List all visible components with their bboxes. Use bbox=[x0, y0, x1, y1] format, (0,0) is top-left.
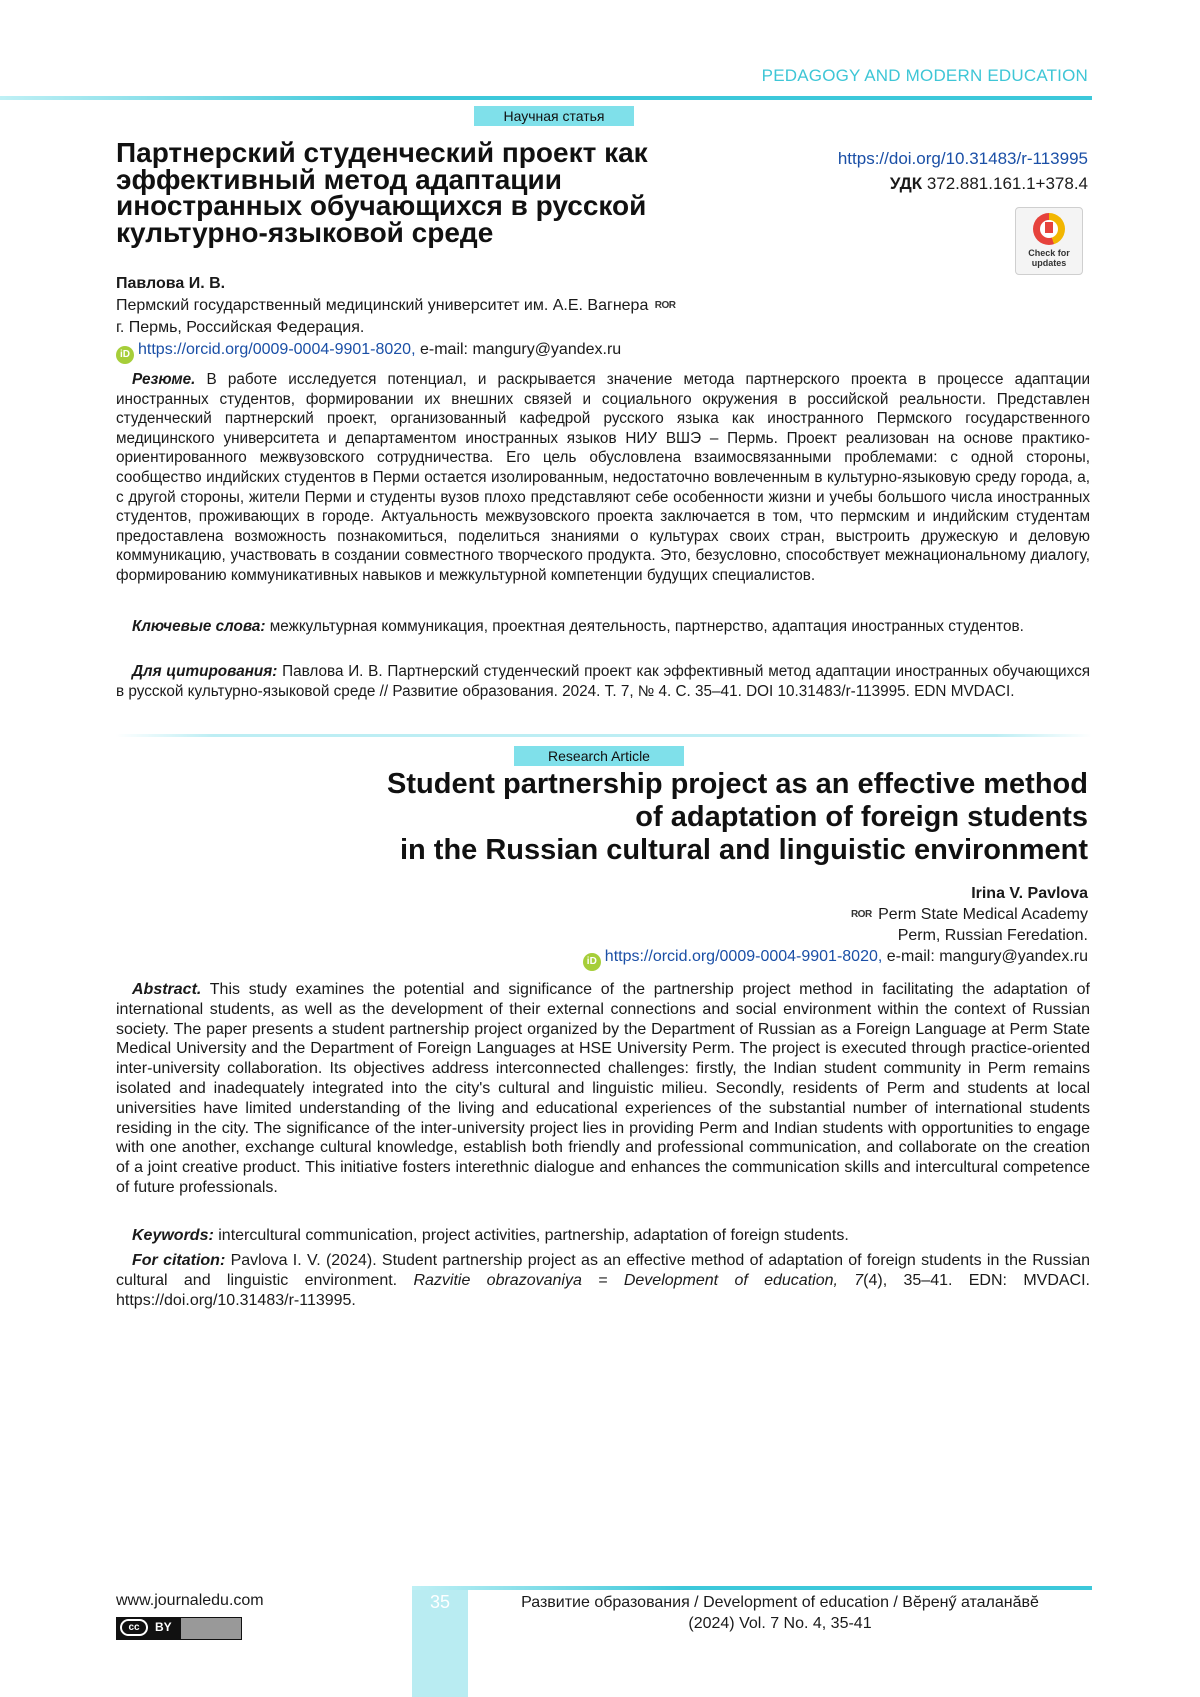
citation-text-ru: Павлова И. В. Партнерский студенческий проект как эффективный метод адаптации иностранных обучающихся в русской культурно-языковой среде // Развитие образования. 2024. Т. 7, № 4. С. 35–41. DOI 10.31483/r-113995. EDN MVDACI. bbox=[116, 663, 1090, 700]
by-label: BY bbox=[155, 1620, 172, 1634]
check-for-updates-badge[interactable] bbox=[1015, 207, 1083, 275]
citation-tail-en: (4), 35–41. EDN: MVDACI. https://doi.org/10.31483/r-113995. bbox=[116, 1271, 1090, 1309]
bookmark-icon bbox=[1045, 222, 1053, 233]
article-type-tag-ru: Научная статья bbox=[474, 106, 634, 126]
citation-ru bbox=[116, 662, 1090, 701]
doi-block bbox=[838, 146, 1088, 196]
orcid-link-ru[interactable]: https://orcid.org/0009-0004-9901-8020, bbox=[138, 341, 416, 358]
citation-journal-en: Razvitie obrazovaniya = Development of education, 7 bbox=[413, 1271, 864, 1289]
license-bar bbox=[181, 1618, 241, 1639]
header-rule bbox=[0, 96, 1092, 100]
author-name-en: Irina V. Pavlova bbox=[971, 885, 1088, 902]
journal-header: PEDAGOGY AND MODERN EDUCATION bbox=[761, 66, 1088, 85]
city-ru: г. Пермь, Российская Федерация. bbox=[116, 319, 365, 336]
journal-website[interactable]: www.journaledu.com bbox=[116, 1592, 264, 1609]
abstract-en bbox=[116, 980, 1090, 1198]
abstract-text-en: This study examines the potential and significance of the partnership project method in facilitating the adaptation of international students, as well as the development of their external connections and social environment within the context of Russian society. The paper presents a student partnership project organized by the Department of Russian as a Foreign Language at Perm State Medical University and the Department of Foreign Languages at HSE University Perm. The project is executed through practice-oriented inter-university collaboration. Its objectives address interconnected challenges: firstly, the Indian student community in Perm remains isolated and inadequately integrated into the city's cultural and linguistic milieu. Secondly, residents of Perm and students at local universities have limited understanding of the living and educational experiences of the substantial number of international students residing in the city. The significance of the inter-university project lies in providing Perm and Indian students with opportunities to engage with one another, exchange cultural knowledge, establish both friendly and professional communication, and collaborate on the creation of a joint creative product. This initiative fosters interethnic dialogue and enhances the communication skills and intercultural competence of future professionals. bbox=[116, 981, 1091, 1196]
keywords-en bbox=[116, 1226, 1090, 1246]
abstract-label-ru: Резюме. bbox=[132, 371, 196, 388]
cc-by-license-icon[interactable] bbox=[116, 1617, 242, 1640]
affiliation-block-ru bbox=[116, 295, 678, 364]
keywords-text-en: intercultural communication, project activities, partnership, adaptation of foreign students. bbox=[218, 1227, 849, 1244]
affiliation-block-en bbox=[583, 883, 1088, 971]
article-type-tag-en: Research Article bbox=[514, 746, 684, 766]
orcid-link-en[interactable]: https://orcid.org/0009-0004-9901-8020, bbox=[604, 948, 883, 965]
email-en: e-mail: mangury@yandex.ru bbox=[886, 948, 1088, 965]
author-name-ru: Павлова И. В. bbox=[116, 275, 226, 292]
orcid-icon[interactable]: iD bbox=[583, 953, 601, 971]
citation-label-en: For citation: bbox=[132, 1252, 226, 1269]
abstract-label-en: Abstract. bbox=[132, 981, 202, 998]
title-en: Student partnership project as an effective method of adaptation of foreign students in the Russian cultural and linguistic environment bbox=[387, 768, 1088, 866]
footer-journal-name: Развитие образования / Development of education / Вĕренӳ аталанăвĕ (2024) Vol. 7 No. 4, 35-41 bbox=[521, 1594, 1039, 1632]
orcid-icon[interactable]: iD bbox=[116, 346, 134, 364]
section-divider bbox=[116, 734, 1092, 737]
title-ru: Партнерский студенческий проект как эффективный метод адаптации иностранных обучающихся в русской культурно-языковой среде bbox=[116, 137, 648, 248]
email-ru: e-mail: mangury@yandex.ru bbox=[419, 341, 622, 358]
udk-value: 372.881.161.1+378.4 bbox=[926, 174, 1088, 193]
udk-label: УДК bbox=[889, 174, 923, 193]
citation-label-ru: Для цитирования: bbox=[132, 663, 278, 680]
affiliation-en: Perm State Medical Academy bbox=[878, 906, 1088, 923]
doi-link[interactable]: https://doi.org/10.31483/r-113995 bbox=[837, 149, 1088, 168]
cc-icon: cc bbox=[120, 1619, 148, 1636]
keywords-text-ru: межкультурная коммуникация, проектная деятельность, партнерство, адаптация иностранных студентов. bbox=[269, 618, 1024, 635]
footer-rule bbox=[412, 1586, 1092, 1590]
abstract-ru bbox=[116, 370, 1090, 586]
ror-icon[interactable]: ROR bbox=[850, 909, 872, 920]
affiliation-ru: Пермский государственный медицинский университет им. А.Е. Вагнера bbox=[116, 297, 649, 314]
ror-icon[interactable]: ROR bbox=[654, 300, 676, 311]
page-number: 35 bbox=[429, 1592, 451, 1612]
check-for-updates-text: Check for updates bbox=[1028, 248, 1070, 268]
abstract-text-ru: В работе исследуется потенциал, и раскрывается значение метода партнерского проекта в процессе адаптации иностранных студентов, формировании их внешних связей и социального окружения в российской реальности. Представлен студенческий партнерский проект, организованный кафедрой русского языка как иностранного Пермского государственного медицинского университета и департаментом иностранных языков НИУ ВШЭ – Пермь. Проект реализован на основе практико-ориентированного межвузовского сотрудничества. Его цель обусловлена взаимосвязанными проблемами: с одной стороны, сообщество индийских студентов в Перми остается изолированным, недостаточно вовлеченным в культурно-языковую среду города, а, с другой стороны, жители Перми и студенты вузов плохо представляют себе особенности жизни и учебы большого числа иностранных студентов, проживающих в городе. Актуальность межвузовского проекта заключается в том, что пермским и индийским студентам предоставлена возможность познакомиться, поделиться знаниями о культурах своих стран, выстроить дружескую и деловую коммуникацию, участвовать в создании совместного творческого продукта. Это, безусловно, способствует межнациональному диалогу, формированию коммуникативных навыков и межкультурной компетенции будущих специалистов. bbox=[116, 371, 1090, 584]
citation-text-en: Pavlova I. V. (2024). Student partnership project as an effective method of adaptation of foreign students in the Russian cultural and linguistic environment. bbox=[116, 1252, 1090, 1289]
keywords-label-en: Keywords: bbox=[132, 1227, 214, 1244]
citation-en bbox=[116, 1251, 1090, 1310]
city-en: Perm, Russian Feredation. bbox=[897, 927, 1088, 944]
keywords-label-ru: Ключевые слова: bbox=[132, 618, 266, 635]
keywords-ru bbox=[116, 617, 1090, 637]
